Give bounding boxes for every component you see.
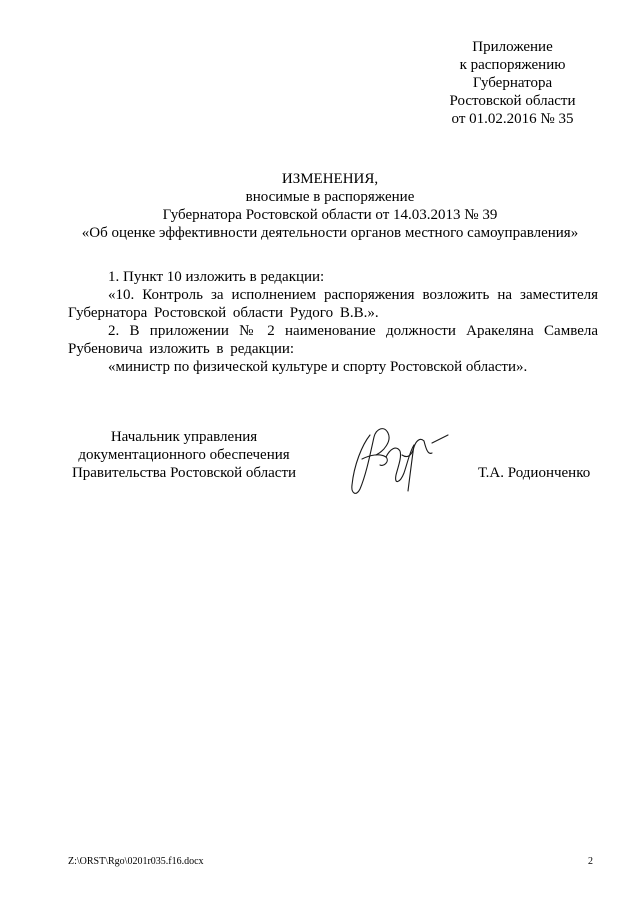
handwritten-signature	[340, 415, 460, 505]
paragraph-3: 2. В приложении № 2 наименование должности Аракеляна Самвела Рубеновича изложить в редакции:	[68, 323, 598, 357]
signatory-position	[68, 428, 300, 482]
annex-line-4: Ростовской области	[449, 93, 576, 109]
title-line-3: Губернатора Ростовской области от 14.03.2013 № 39	[162, 207, 498, 223]
file-path: Z:\ORST\Rgo\0201r035.f16.docx	[68, 856, 204, 867]
annex-line-3: Губернатора	[472, 75, 553, 91]
title-line-2: вносимые в распоряжение	[245, 189, 415, 205]
title-heading: ИЗМЕНЕНИЯ,	[281, 171, 379, 187]
annex-header	[420, 38, 605, 128]
paragraph-1: 1. Пункт 10 изложить в редакции:	[108, 269, 325, 285]
paragraph-4: «министр по физической культуре и спорту Ростовской области».	[108, 359, 528, 375]
position-line-1: Начальник управления	[110, 429, 258, 445]
document-title	[40, 170, 620, 242]
annex-line-5: от 01.02.2016 № 35	[451, 111, 574, 127]
document-body	[68, 268, 598, 376]
position-line-2: документационного обеспечения	[78, 447, 290, 463]
annex-line-2: к распоряжению	[459, 57, 566, 73]
title-line-4: «Об оценке эффективности деятельности органов местного самоуправления»	[81, 225, 579, 241]
position-line-3: Правительства Ростовской области	[71, 465, 297, 481]
annex-line-1: Приложение	[472, 39, 553, 55]
signatory-name: Т.А. Родионченко	[478, 465, 591, 481]
page-number: 2	[588, 856, 593, 867]
paragraph-2: «10. Контроль за исполнением распоряжения возложить на заместителя Губернатора Ростовской области Рудого В.В.».	[68, 287, 598, 321]
